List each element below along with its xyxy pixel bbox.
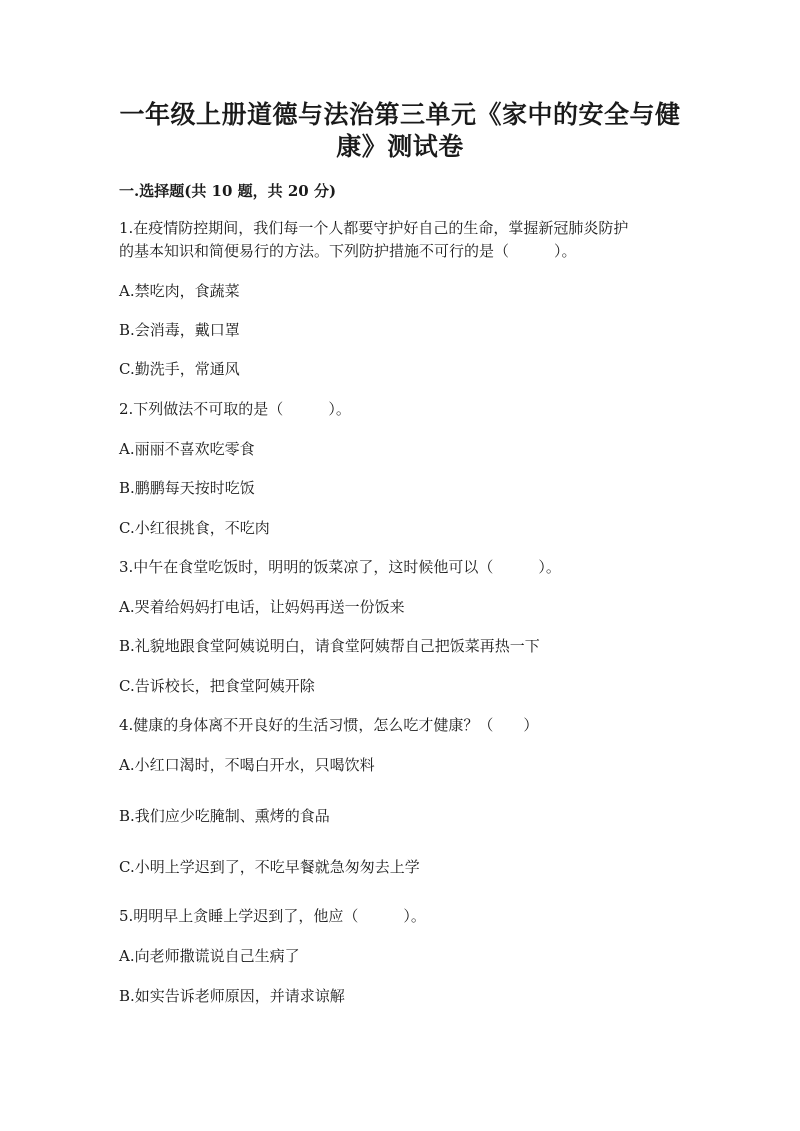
- page-title-line-1: 一年级上册道德与法治第三单元《家中的安全与健: [119, 100, 681, 129]
- question-4-option-a: A.小红口渴时，不喝白开水，只喝饮料: [119, 756, 375, 774]
- question-2-option-c: C.小红很挑食，不吃肉: [119, 519, 270, 537]
- question-3-option-c: C.告诉校长，把食堂阿姨开除: [119, 677, 315, 695]
- page-title-line-2: 康》测试卷: [336, 132, 464, 161]
- question-3-stem: 3.中午在食堂吃饭时，明明的饭菜凉了，这时候他可以（ ）。: [119, 558, 561, 576]
- question-3-option-a: A.哭着给妈妈打电话，让妈妈再送一份饭来: [119, 598, 405, 616]
- question-5-stem: 5.明明早上贪睡上学迟到了，他应（ ）。: [119, 907, 426, 925]
- question-1-option-c: C.勤洗手，常通风: [119, 360, 240, 378]
- question-4-option-b: B.我们应少吃腌制、熏烤的食品: [119, 807, 330, 825]
- question-2-option-a: A.丽丽不喜欢吃零食: [119, 440, 255, 458]
- question-4-stem: 4.健康的身体离不开良好的生活习惯，怎么吃才健康？（ ）: [119, 716, 539, 734]
- question-1-option-b: B.会消毒，戴口罩: [119, 321, 240, 339]
- question-5-option-a: A.向老师撒谎说自己生病了: [119, 947, 300, 965]
- question-1-stem-line-1: 1.在疫情防控期间，我们每一个人都要守护好自己的生命，掌握新冠肺炎防护: [119, 219, 629, 237]
- question-2-option-b: B.鹏鹏每天按时吃饭: [119, 479, 255, 497]
- section-heading: 一.选择题(共 10 题，共 20 分): [119, 182, 337, 200]
- question-1-stem-line-2: 的基本知识和简便易行的方法。下列防护措施不可行的是（ ）。: [119, 242, 577, 260]
- question-1-option-a: A.禁吃肉，食蔬菜: [119, 282, 240, 300]
- question-4-option-c: C.小明上学迟到了，不吃早餐就急匆匆去上学: [119, 858, 420, 876]
- question-5-option-b: B.如实告诉老师原因，并请求谅解: [119, 987, 345, 1005]
- question-2-stem: 2.下列做法不可取的是（ ）。: [119, 400, 351, 418]
- question-3-option-b: B.礼貌地跟食堂阿姨说明白，请食堂阿姨帮自己把饭菜再热一下: [119, 637, 540, 655]
